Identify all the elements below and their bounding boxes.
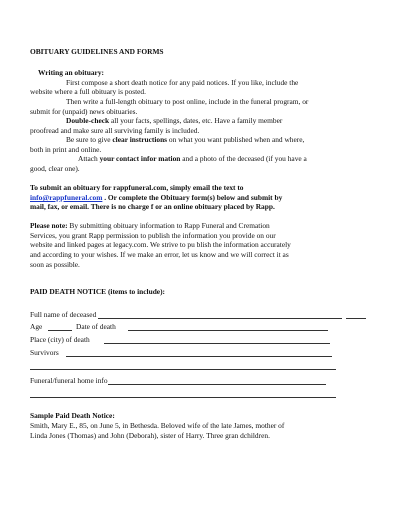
field-label: Place (city) of death [30, 335, 90, 344]
field-label: Survivors [30, 348, 59, 357]
paid-notice-heading: PAID DEATH NOTICE (items to include): [30, 287, 166, 296]
field-label: Age [30, 322, 43, 331]
writing-line: First compose a short death notice for any paid notices. If you like, include the [66, 78, 299, 87]
email-link[interactable]: info@rappfuneral.com [30, 193, 103, 202]
sample-line: Smith, Mary E., 85, on June 5, in Bethesda. Beloved wife of the late James, mother of [30, 421, 285, 430]
double-check-line [66, 116, 282, 125]
writing-line: Then write a full-length obituary to post online, include in the funeral program, or [66, 97, 309, 106]
double-check-text: all your facts, spellings, dates, etc. Have a family member [109, 116, 283, 125]
full-name-field-extra[interactable] [346, 318, 366, 319]
writing-line: both in print and online. [30, 145, 102, 154]
date-of-death-field[interactable] [128, 330, 328, 331]
writing-heading: Writing an obituary: [38, 68, 104, 77]
note-line: website and linked pages at legacy.com. We strive to pu blish the information accurately [30, 240, 291, 249]
double-check-label: Double-check [66, 116, 110, 125]
survivors-field[interactable] [66, 356, 332, 357]
note-line: Services, you grant Rapp permission to publish the information you provide on our [30, 231, 276, 240]
please-note-line: Please note: By submitting obituary information to Rapp Funeral and Cremation [30, 221, 270, 230]
place-of-death-field[interactable] [104, 343, 330, 344]
full-name-field[interactable] [98, 318, 342, 319]
please-note-label: Please note: [30, 221, 68, 230]
field-label: Full name of deceased [30, 310, 97, 319]
attach-line: Attach your contact infor mation and a photo of the deceased (if you have a [78, 154, 307, 163]
note-line: soon as possible. [30, 260, 80, 269]
writing-line: good, clear one). [30, 164, 80, 173]
funeral-home-field-line-2[interactable] [30, 397, 336, 398]
field-label: Funeral/funeral home info [30, 376, 108, 385]
clear-instructions-line: Be sure to give clear instructions on what you want published when and where, [66, 135, 305, 144]
clear-instructions-label: clear instructions [112, 135, 168, 144]
field-label: Date of death [76, 322, 116, 331]
submit-line: info@rappfuneral.com . Or complete the Obituary form(s) below and submit by [30, 193, 283, 202]
page-title: OBITUARY GUIDELINES AND FORMS [30, 47, 164, 56]
funeral-home-field[interactable] [108, 384, 326, 385]
submit-line: To submit an obituary for rappfuneral.com, simply email the text to [30, 183, 244, 192]
writing-line: website where a full obituary is posted. [30, 87, 146, 96]
writing-line: submit for (unpaid) news obituaries. [30, 107, 138, 116]
sample-heading: Sample Paid Death Notice: [30, 411, 115, 420]
contact-info-label: your contact infor mation [99, 154, 181, 163]
note-line: and according to your wishes. If we make an error, let us know and we will correct it as [30, 250, 289, 259]
sample-line: Linda Jones (Thomas) and John (Deborah), sister of Harry. Three gran dchildren. [30, 431, 270, 440]
writing-line: proofread and make sure all surviving family is included. [30, 126, 200, 135]
survivors-field-line-2[interactable] [30, 369, 336, 370]
submit-line: mail, fax, or email. There is no charge f or an online obituary placed by Rapp. [30, 202, 275, 211]
age-field[interactable] [48, 330, 72, 331]
